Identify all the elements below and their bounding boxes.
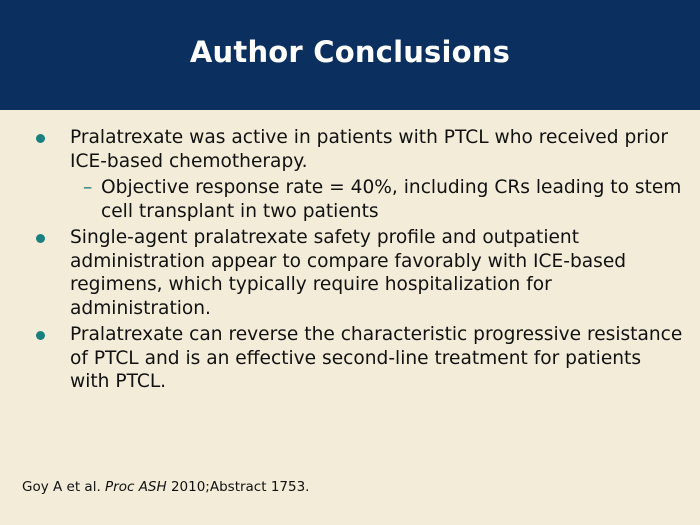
bullet-dot-icon [36, 331, 45, 340]
citation-footnote [22, 479, 309, 495]
sub-bullet-item [83, 176, 686, 223]
bullet-text: Pralatrexate can reverse the characteristic progressive resistance of PTCL and is an effective second-line treatment for patients with PTCL. [70, 324, 683, 392]
slide-header [0, 0, 700, 110]
citation-journal: Proc ASH [105, 479, 167, 495]
bullet-text: Single-agent pralatrexate safety profile and outpatient administration appear to compare favorably with ICE-based regimens, which typically require hospitalization for administration. [70, 227, 627, 319]
bullet-list [36, 126, 686, 397]
bullet-text: Pralatrexate was active in patients with PTCL who received prior ICE-based chemotherapy. [70, 127, 669, 172]
bullet-dot-icon [36, 234, 45, 243]
bullet-item [36, 323, 686, 394]
bullet-dot-icon [36, 134, 45, 143]
bullet-item [36, 226, 686, 320]
citation-authors: Goy A et al. [22, 479, 106, 495]
citation-details: 2010;Abstract 1753. [166, 479, 310, 495]
bullet-item [36, 126, 686, 173]
slide-title: Author Conclusions [189, 35, 511, 69]
sub-bullet-text: Objective response rate = 40%, including CRs leading to stem cell transplant in two patients [101, 177, 682, 222]
dash-icon: – [83, 177, 93, 198]
